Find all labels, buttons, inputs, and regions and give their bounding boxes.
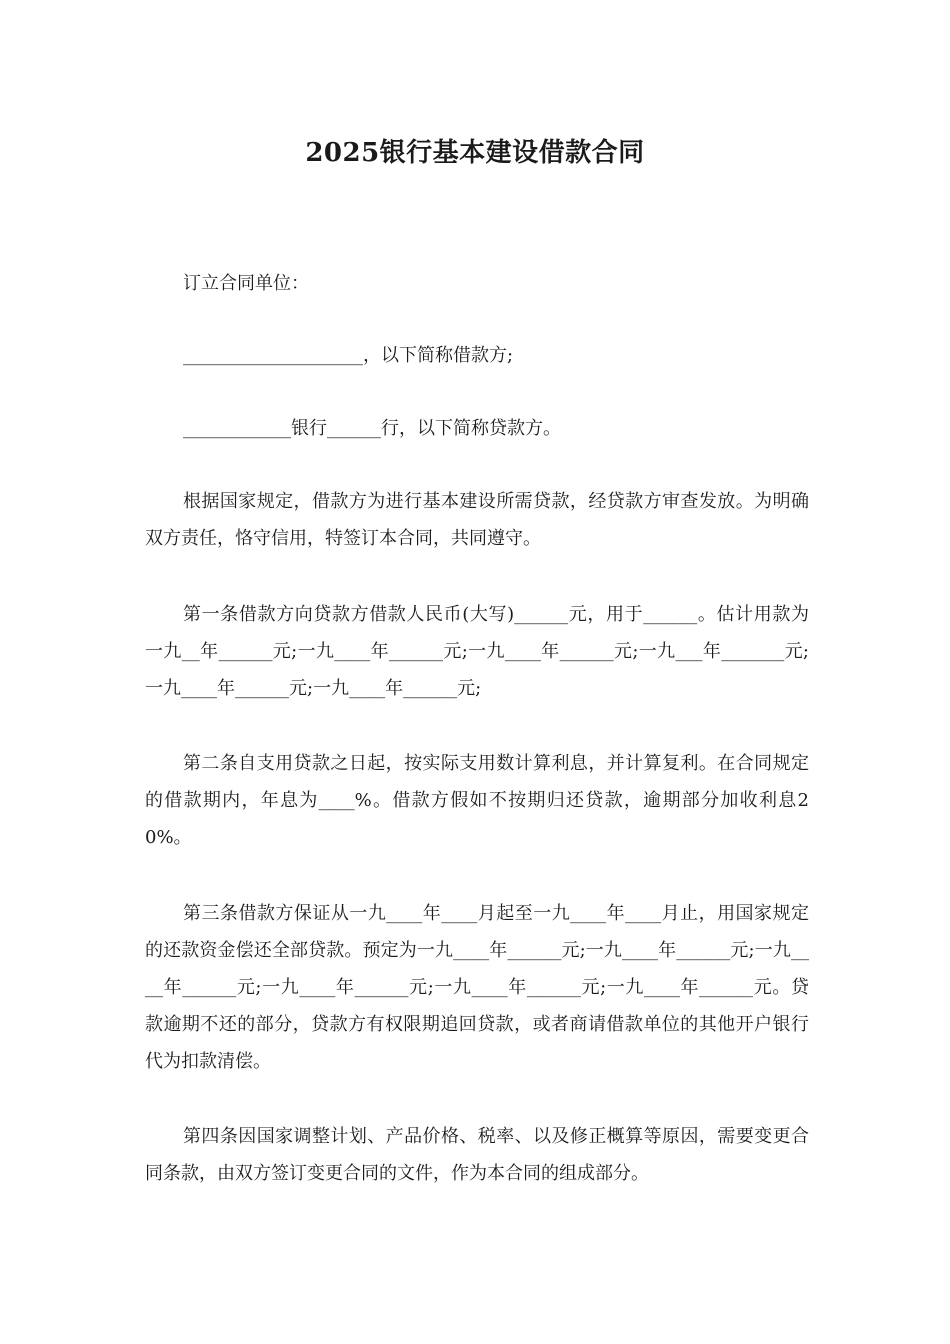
article-2-paragraph: 第二条自支用贷款之日起，按实际支用数计算利息，并计算复利。在合同规定的借款期内，年息为____%。借款方假如不按期归还贷款，逾期部分加收利息20%。 bbox=[145, 753, 809, 848]
article-4-paragraph: 第四条因国家调整计划、产品价格、税率、以及修正概算等原因，需要变更合同条款，由双方签订变更合同的文件，作为本合同的组成部分。 bbox=[145, 1126, 809, 1184]
party-borrower-line: ____________________，以下简称借款方; bbox=[183, 345, 514, 366]
article-3-paragraph: 第三条借款方保证从一九____年____月起至一九____年____月止，用国家规定的还款资金偿还全部贷款。预定为一九____年______元;一九____年______元;一九____年______元;一九____年______元;一九____年______元;一九____年______元。贷款逾期不还的部分，贷款方有权限期追回贷款，或者商请借款单位的其他开户银行代为扣款清偿。 bbox=[145, 903, 809, 1072]
document-title: 2025银行基本建设借款合同 bbox=[305, 138, 645, 168]
article-1-paragraph: 第一条借款方向贷款方借款人民币(大写)______元，用于______。估计用款为一九__年______元;一九____年______元;一九____年______元;一九___年_______元;一九____年______元;一九____年______元; bbox=[145, 604, 809, 699]
parties-label: 订立合同单位： bbox=[183, 273, 309, 294]
party-lender-line: ____________银行______行，以下简称贷款方。 bbox=[183, 418, 561, 439]
intro-paragraph: 根据国家规定，借款方为进行基本建设所需贷款，经贷款方审查发放。为明确双方责任，恪守信用，特签订本合同，共同遵守。 bbox=[145, 491, 809, 549]
